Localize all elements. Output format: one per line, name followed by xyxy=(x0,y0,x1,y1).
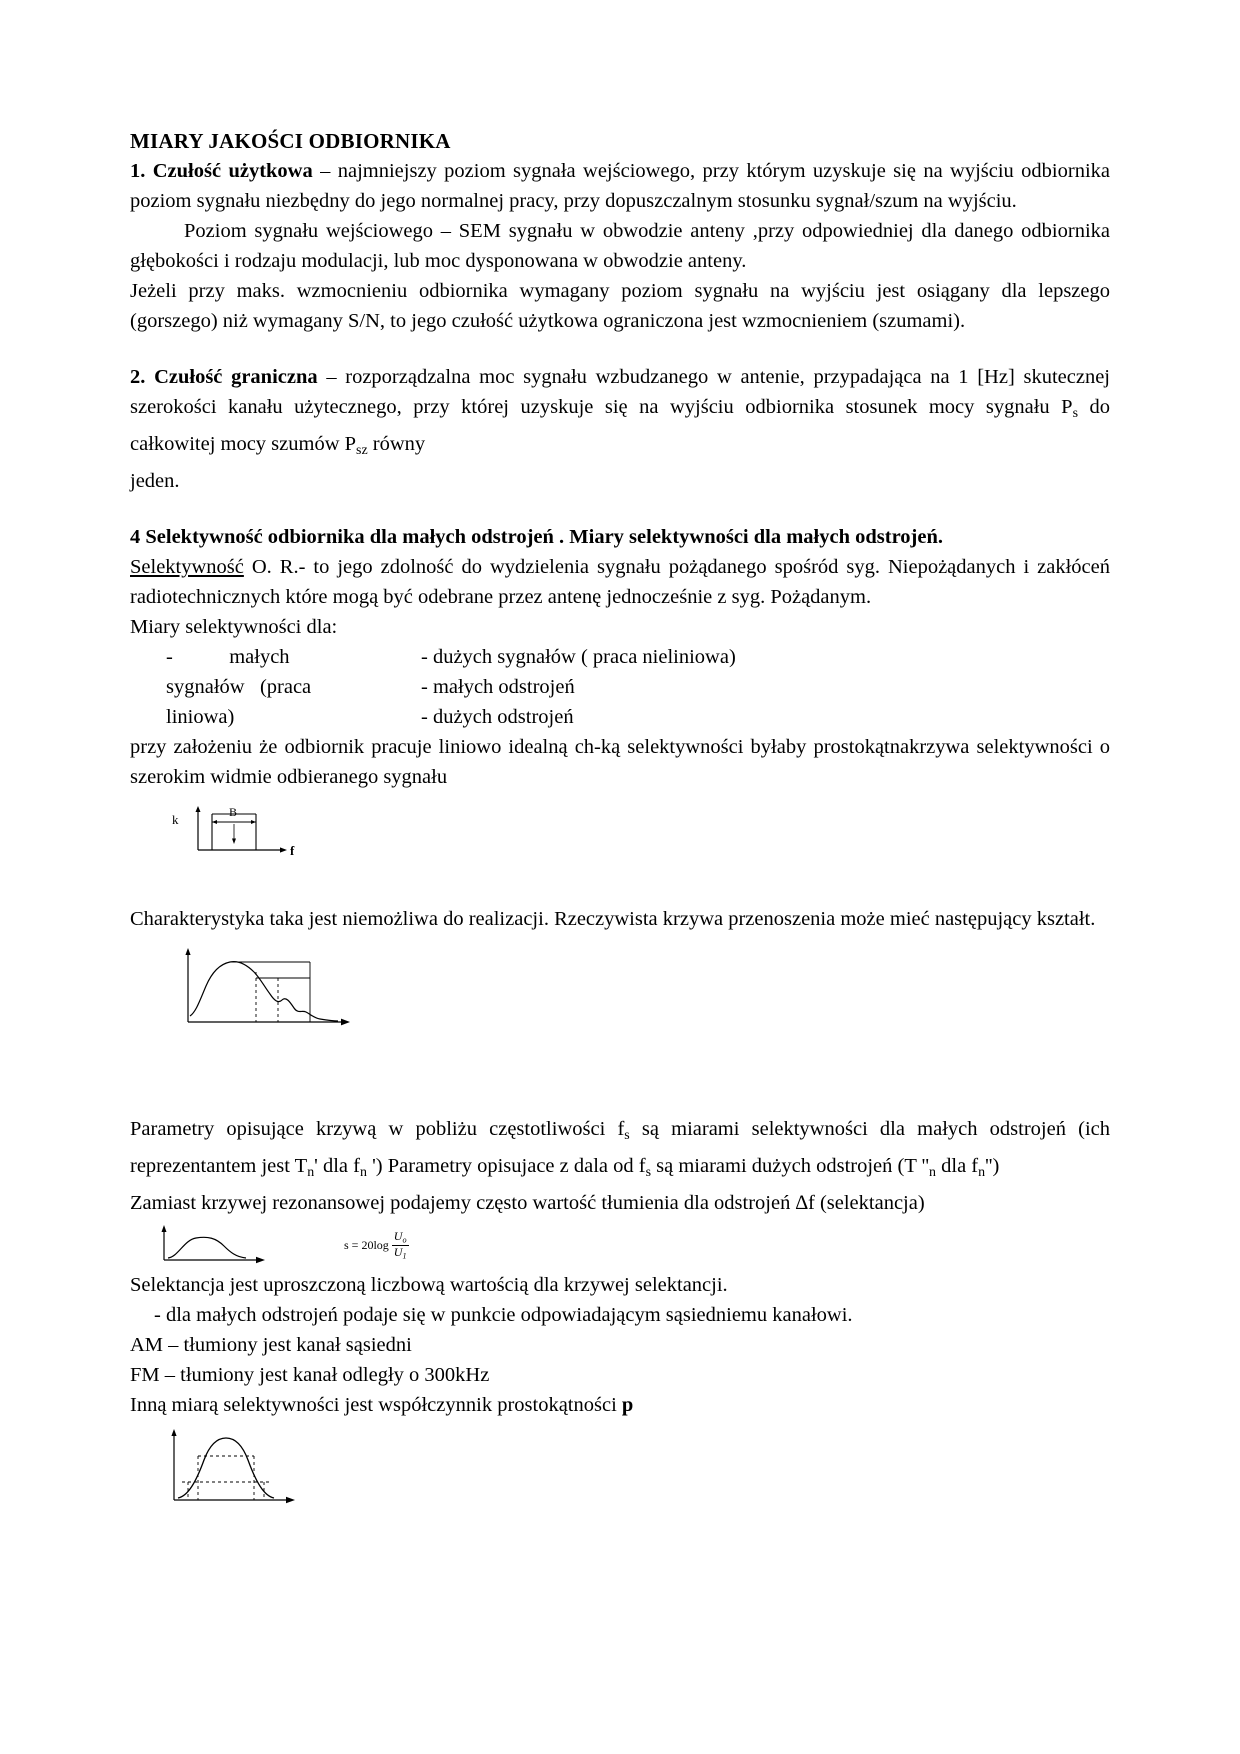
measures-row-1-right: - małych odstrojeń xyxy=(421,675,575,698)
instead-of-curve-paragraph: Zamiast krzywej rezonansowej podajemy często wartość tłumienia dla odstrojeń ∆f (selektancja) xyxy=(130,1191,925,1214)
section-1-body: – najmniejszy poziom sygnała wejściowego, przy którym uzyskuje się na wyjściu odbiornika poziom sygnału niezbędny do jego normalnej pracy, przy dopuszczalnym stosunku sygnał/szum na wyjściu. xyxy=(130,160,1110,212)
formula-denominator-subscript: 1 xyxy=(402,1251,407,1261)
section-4-definition xyxy=(130,552,1110,612)
formula-coefficient: 20log xyxy=(361,1238,389,1253)
formula-numerator: $U_o$ xyxy=(393,1229,407,1245)
parameters-part-4: ') Parametry opisujace z dala od f xyxy=(366,1154,646,1177)
figure-real-transfer-curve-svg xyxy=(160,942,380,1034)
fig1-bandwidth-label: B xyxy=(229,804,238,819)
formula-equals: = xyxy=(351,1238,359,1253)
subscript-fn-2: n xyxy=(978,1164,986,1180)
rectangularity-text: Inną miarą selektywności jest współczynnik prostokątności xyxy=(130,1393,622,1416)
selektancja-simplified-paragraph: Selektancja jest uproszczoną liczbową wartością dla krzywej selektancji. xyxy=(130,1273,728,1296)
real-curve-paragraph: Charakterystyka taka jest niemożliwa do realizacji. Rzeczywista krzywa przenoszenia może mieć następujący kształt. xyxy=(130,907,1096,930)
measures-two-column-list xyxy=(130,642,1110,732)
parameters-part-6: dla f xyxy=(936,1154,979,1177)
section-2-label: 2. Czułość graniczna xyxy=(130,366,318,388)
measures-row-2-right: - dużych odstrojeń xyxy=(421,705,574,728)
section-1-paragraph xyxy=(130,156,1110,216)
small-detuning-bullet: - dla małych odstrojeń podaje się w punkcie odpowiadającym sąsiedniemu kanałowi. xyxy=(154,1303,853,1326)
subscript-fs-2: s xyxy=(645,1164,652,1180)
section-1-paragraph-3: Jeżeli przy maks. wzmocnieniu odbiornika wymagany poziom sygnału na wyjściu jest osiągany dla lepszego (gorszego) niż wymagany S/N, to jego czułość użytkowa ograniczona jest wzmocnieniem (szumami). xyxy=(130,280,1110,332)
fig1-y-axis-label: k xyxy=(172,811,179,827)
figure-rectangularity-coefficient-svg xyxy=(148,1426,348,1512)
list-item xyxy=(166,702,1110,732)
subscript-tn-2: n xyxy=(929,1164,936,1180)
section-4-heading: 4 Selektywność odbiornika dla małych odstrojeń . Miary selektywności dla małych odstrojeń. xyxy=(130,525,944,548)
section-2-paragraph xyxy=(130,362,1110,466)
section-1-label: 1. Czułość użytkowa xyxy=(130,160,313,182)
parameters-paragraph xyxy=(130,1114,1110,1188)
figure-ideal-rectangular-selectivity xyxy=(170,802,1110,864)
subscript-ps: s xyxy=(1072,405,1078,421)
subscript-tn-1: n xyxy=(307,1164,315,1180)
subscript-psz: sz xyxy=(356,442,368,458)
subscript-fs-1: s xyxy=(624,1127,630,1143)
measures-row-2-left: liniowa) xyxy=(166,705,235,728)
section-4-definition-rest: O. R.- to jego zdolność do wydzielenia sygnału pożądanego spośród syg. Niepożądanych i zakłóceń radiotechnicznych które mogą być odebrane przez antenę jednocześnie z syg. Pożądanym. xyxy=(130,555,1110,608)
section-2-body-part-1: – rozporządzalna moc sygnału wzbudzanego w antenie, przypadająca na 1 [Hz] skutecznej szerokości kanału użytecznego, przy której uzyskuje się na wyjściu odbiornika stosunek mocy sygnału P xyxy=(130,366,1110,418)
measures-row-0-right: - dużych sygnałów ( praca nieliniowa) xyxy=(421,645,736,668)
measures-row-0-left: - małych xyxy=(166,645,290,668)
section-2-body-part-2: do całkowitej mocy szumów P xyxy=(130,396,1111,455)
selektywnosc-underlined-term: Selektywność xyxy=(130,555,244,578)
formula-lhs: s xyxy=(344,1238,349,1253)
subscript-fn-1: n xyxy=(360,1164,367,1180)
line-rectangularity xyxy=(130,1390,1110,1420)
parameters-part-5: są miarami dużych odstrojeń (T '' xyxy=(651,1154,930,1177)
selektancja-formula xyxy=(344,1230,409,1261)
fig1-x-axis-label: f xyxy=(290,842,295,858)
figure-rectangularity-coefficient xyxy=(148,1426,1110,1512)
document-content xyxy=(130,126,1110,1512)
formula-numerator-subscript: o xyxy=(402,1235,407,1245)
line-fm: FM – tłumiony jest kanał odległy o 300kHz xyxy=(130,1363,490,1386)
rectangularity-symbol: p xyxy=(621,1393,634,1416)
line-am: AM – tłumiony jest kanał sąsiedni xyxy=(130,1333,412,1356)
section-1-paragraph-2: Poziom sygnału wejściowego – SEM sygnału w obwodzie anteny ,przy odpowiedniej dla danego odbiornika głębokości i rodzaju modulacji, lub moc dysponowana w obwodzie anteny. xyxy=(130,220,1110,272)
parameters-part-3: ' dla f xyxy=(314,1154,360,1177)
measures-intro: Miary selektywności dla: xyxy=(130,615,338,638)
figure-selektancja-svg xyxy=(142,1222,322,1270)
measures-row-1-left: sygnałów (praca xyxy=(166,675,312,698)
figure-real-transfer-curve xyxy=(160,942,1110,1034)
parameters-part-2: są miarami selektywności dla małych odstrojeń (ich reprezentantem jest T xyxy=(130,1117,1110,1177)
section-2-body-part-3: równy xyxy=(367,432,426,455)
list-item xyxy=(166,672,1110,702)
parameters-part-1: Parametry opisujące krzywą w pobliżu częstotliwości f xyxy=(130,1117,625,1140)
figure-selektancja xyxy=(142,1222,1110,1270)
list-item xyxy=(166,642,1110,672)
formula-denominator: $U_1$ xyxy=(393,1245,407,1261)
parameters-part-7: '') xyxy=(985,1154,1000,1177)
page-title: MIARY JAKOŚCI ODBIORNIKA xyxy=(130,129,451,153)
formula-fraction xyxy=(392,1230,409,1261)
figure-ideal-rectangular-selectivity-svg xyxy=(170,802,370,864)
assumption-paragraph: przy założeniu że odbiornik pracuje liniowo idealną ch-ką selektywności byłaby prostokątnakrzywa selektywności o szerokim widmie odbieranego sygnału xyxy=(130,735,1110,788)
section-2-body-part-4: jeden. xyxy=(130,469,180,492)
